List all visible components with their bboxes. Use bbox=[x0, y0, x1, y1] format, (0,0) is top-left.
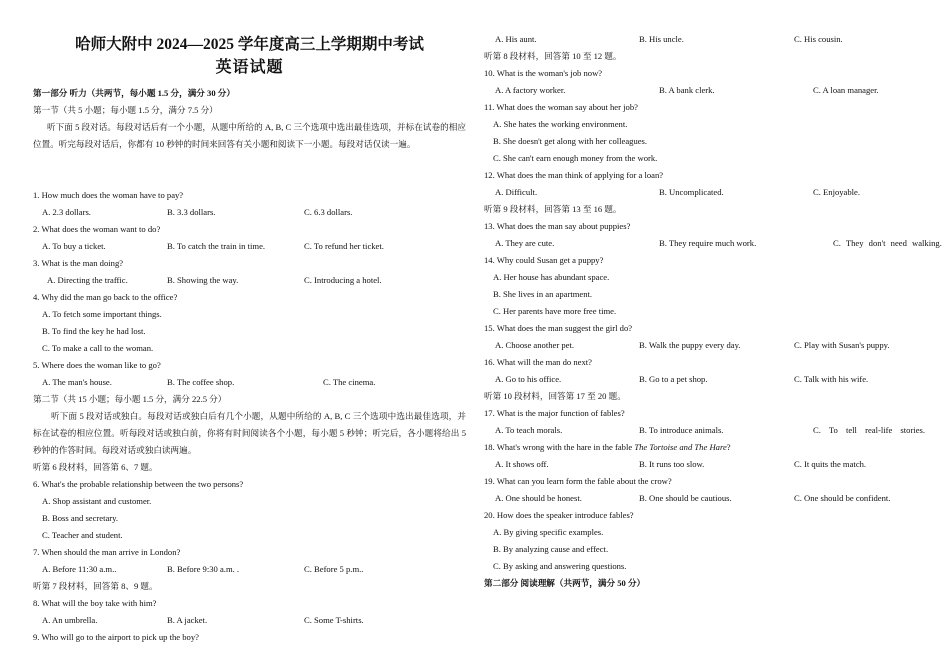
option-c: C. Enjoyable. bbox=[813, 187, 861, 197]
option-a: A. An umbrella. bbox=[42, 615, 98, 625]
section2-instructions: 听下面 5 段对话或独白。每段对话或独白后有几个小题，从题中所给的 A, B, C 三个选项中选出最佳选项，并标在试卷的相应位置。听每段对话或独白前，你将有时间阅读各个小题，每小题 5 秒钟；听完后，各小题将给出 5 秒钟的作答时间。每段对话或独白读两遍。 bbox=[33, 411, 466, 455]
option-c: C. To refund her ticket. bbox=[304, 241, 384, 251]
option-b: B. A bank clerk. bbox=[659, 85, 715, 95]
question-2: 2. What does the woman want to do? bbox=[33, 224, 161, 234]
option-b: B. His uncle. bbox=[639, 34, 684, 44]
option-b: B. By analyzing cause and effect. bbox=[493, 544, 609, 554]
option-b: B. 3.3 dollars. bbox=[167, 207, 216, 217]
options-row bbox=[484, 235, 942, 252]
options-row bbox=[33, 374, 466, 391]
options-row bbox=[484, 184, 918, 201]
option-c: C. Teacher and student. bbox=[42, 530, 123, 540]
question-18-text: 18. What's wrong with the hare in the fable bbox=[484, 442, 635, 452]
option-b: B. Go to a pet shop. bbox=[639, 374, 708, 384]
section1-heading: 第一节（共 5 小题；每小题 1.5 分，满分 7.5 分） bbox=[33, 105, 218, 115]
option-b: B. Showing the way. bbox=[167, 275, 239, 285]
option-b: B. To find the key he had lost. bbox=[42, 326, 146, 336]
option-a: A. Difficult. bbox=[495, 187, 538, 197]
option-c: C. She can't earn enough money from the work. bbox=[493, 153, 658, 163]
option-b: B. They require much work. bbox=[659, 238, 757, 248]
right-column bbox=[484, 31, 942, 592]
option-c: C. To make a call to the woman. bbox=[42, 343, 154, 353]
option-a: A. One should be honest. bbox=[495, 493, 582, 503]
option-c: C. 6.3 dollars. bbox=[304, 207, 353, 217]
options-row bbox=[33, 204, 466, 221]
option-c: C. They don't need walking. bbox=[833, 238, 942, 248]
option-b: B. Before 9:30 a.m. . bbox=[167, 564, 240, 574]
question-15: 15. What does the man suggest the girl do? bbox=[484, 323, 633, 333]
option-a: A. Shop assistant and customer. bbox=[42, 496, 152, 506]
options-row bbox=[33, 272, 466, 289]
option-a: A. Before 11:30 a.m.. bbox=[42, 564, 117, 574]
material-note-8: 听第 8 段材料，回答第 10 至 12 题。 bbox=[484, 51, 622, 61]
option-a: A. Her house has abundant space. bbox=[493, 272, 610, 282]
question-12: 12. What does the man think of applying for a loan? bbox=[484, 170, 664, 180]
material-note-7: 听第 7 段材料，回答第 8、9 题。 bbox=[33, 581, 158, 591]
question-6: 6. What's the probable relationship between the two persons? bbox=[33, 479, 244, 489]
option-b: B. One should be cautious. bbox=[639, 493, 732, 503]
option-b: B. A jacket. bbox=[167, 615, 208, 625]
question-16: 16. What will the man do next? bbox=[484, 357, 592, 367]
option-b: B. She lives in an apartment. bbox=[493, 289, 593, 299]
material-note-6: 听第 6 段材料，回答第 6、7 题。 bbox=[33, 462, 158, 472]
question-1: 1. How much does the woman have to pay? bbox=[33, 190, 184, 200]
option-c: C. Some T-shirts. bbox=[304, 615, 364, 625]
material-note-10: 听第 10 段材料，回答第 17 至 20 题。 bbox=[484, 391, 626, 401]
question-18 bbox=[484, 439, 918, 456]
option-c: C. Before 5 p.m.. bbox=[304, 564, 364, 574]
question-14: 14. Why could Susan get a puppy? bbox=[484, 255, 604, 265]
option-b: B. Uncomplicated. bbox=[659, 187, 724, 197]
option-a: A. The man's house. bbox=[42, 377, 112, 387]
material-note-9: 听第 9 段材料，回答第 13 至 16 题。 bbox=[484, 204, 622, 214]
option-a: A. A factory worker. bbox=[495, 85, 566, 95]
options-row bbox=[484, 337, 918, 354]
options-row bbox=[484, 422, 926, 439]
option-c: C. Her parents have more free time. bbox=[493, 306, 617, 316]
left-column bbox=[33, 0, 466, 646]
option-a: A. His aunt. bbox=[495, 34, 537, 44]
option-c: C. His cousin. bbox=[794, 34, 843, 44]
question-4: 4. Why did the man go back to the office? bbox=[33, 292, 178, 302]
question-20: 20. How does the speaker introduce fables? bbox=[484, 510, 634, 520]
option-c: C. It quits the match. bbox=[794, 459, 867, 469]
part2-heading: 第二部分 阅读理解（共两节，满分 50 分） bbox=[484, 578, 646, 588]
option-a: A. It shows off. bbox=[495, 459, 549, 469]
options-row bbox=[484, 371, 918, 388]
option-b: B. To introduce animals. bbox=[639, 425, 724, 435]
question-3: 3. What is the man doing? bbox=[33, 258, 124, 268]
option-a: A. Choose another pet. bbox=[495, 340, 574, 350]
question-17: 17. What is the major function of fables? bbox=[484, 408, 625, 418]
question-8: 8. What will the boy take with him? bbox=[33, 598, 157, 608]
exam-subtitle: 英语试题 bbox=[215, 59, 284, 76]
option-a: A. To buy a ticket. bbox=[42, 241, 106, 251]
options-row bbox=[33, 561, 466, 578]
option-a: A. 2.3 dollars. bbox=[42, 207, 91, 217]
option-c: C. One should be confident. bbox=[794, 493, 891, 503]
options-row bbox=[33, 612, 466, 629]
question-5: 5. Where does the woman like to go? bbox=[33, 360, 161, 370]
option-a: A. Directing the traffic. bbox=[47, 275, 128, 285]
option-c: C. Play with Susan's puppy. bbox=[794, 340, 890, 350]
question-18-end: ? bbox=[726, 442, 731, 452]
option-c: C. A loan manager. bbox=[813, 85, 879, 95]
option-b: B. Walk the puppy every day. bbox=[639, 340, 741, 350]
section1-instructions: 听下面 5 段对话。每段对话后有一个小题，从题中所给的 A, B, C 三个选项中选出最佳选项，并标在试卷的相应位置。听完每段对话后，你都有 10 秒钟的时间来回答有关小题和阅读下一小题。每段对话仅读一遍。 bbox=[33, 122, 466, 149]
option-a: A. They are cute. bbox=[495, 238, 555, 248]
question-13: 13. What does the man say about puppies? bbox=[484, 221, 631, 231]
options-row bbox=[484, 490, 918, 507]
question-7: 7. When should the man arrive in London? bbox=[33, 547, 181, 557]
options-row bbox=[484, 82, 918, 99]
fable-title: The Tortoise and The Hare bbox=[634, 442, 727, 452]
option-b: B. She doesn't get along with her colleagues. bbox=[493, 136, 648, 146]
options-row bbox=[33, 238, 466, 255]
option-b: B. To catch the train in time. bbox=[167, 241, 266, 251]
section2-heading: 第二节（共 15 小题；每小题 1.5 分，满分 22.5 分） bbox=[33, 394, 227, 404]
option-a: A. By giving specific examples. bbox=[493, 527, 604, 537]
option-c: C. The cinema. bbox=[323, 377, 376, 387]
options-row bbox=[484, 31, 918, 48]
option-b: B. It runs too slow. bbox=[639, 459, 705, 469]
option-c: C. By asking and answering questions. bbox=[493, 561, 627, 571]
option-b: B. Boss and secretary. bbox=[42, 513, 119, 523]
option-c: C. Introducing a hotel. bbox=[304, 275, 382, 285]
question-9: 9. Who will go to the airport to pick up the boy? bbox=[33, 632, 199, 642]
option-a: A. To fetch some important things. bbox=[42, 309, 162, 319]
option-c: C. Talk with his wife. bbox=[794, 374, 869, 384]
part1-heading: 第一部分 听力（共两节，每小题 1.5 分，满分 30 分） bbox=[33, 88, 235, 98]
option-b: B. The coffee shop. bbox=[167, 377, 235, 387]
option-c: C. To tell real-life stories. bbox=[813, 425, 926, 435]
options-row bbox=[484, 456, 918, 473]
option-a: A. Go to his office. bbox=[495, 374, 562, 384]
question-19: 19. What can you learn form the fable about the crow? bbox=[484, 476, 672, 486]
option-a: A. To teach morals. bbox=[495, 425, 563, 435]
question-10: 10. What is the woman's job now? bbox=[484, 68, 603, 78]
exam-title: 哈师大附中 2024—2025 学年度高三上学期期中考试 bbox=[75, 36, 424, 53]
option-a: A. She hates the working environment. bbox=[493, 119, 628, 129]
question-11: 11. What does the woman say about her job? bbox=[484, 102, 638, 112]
